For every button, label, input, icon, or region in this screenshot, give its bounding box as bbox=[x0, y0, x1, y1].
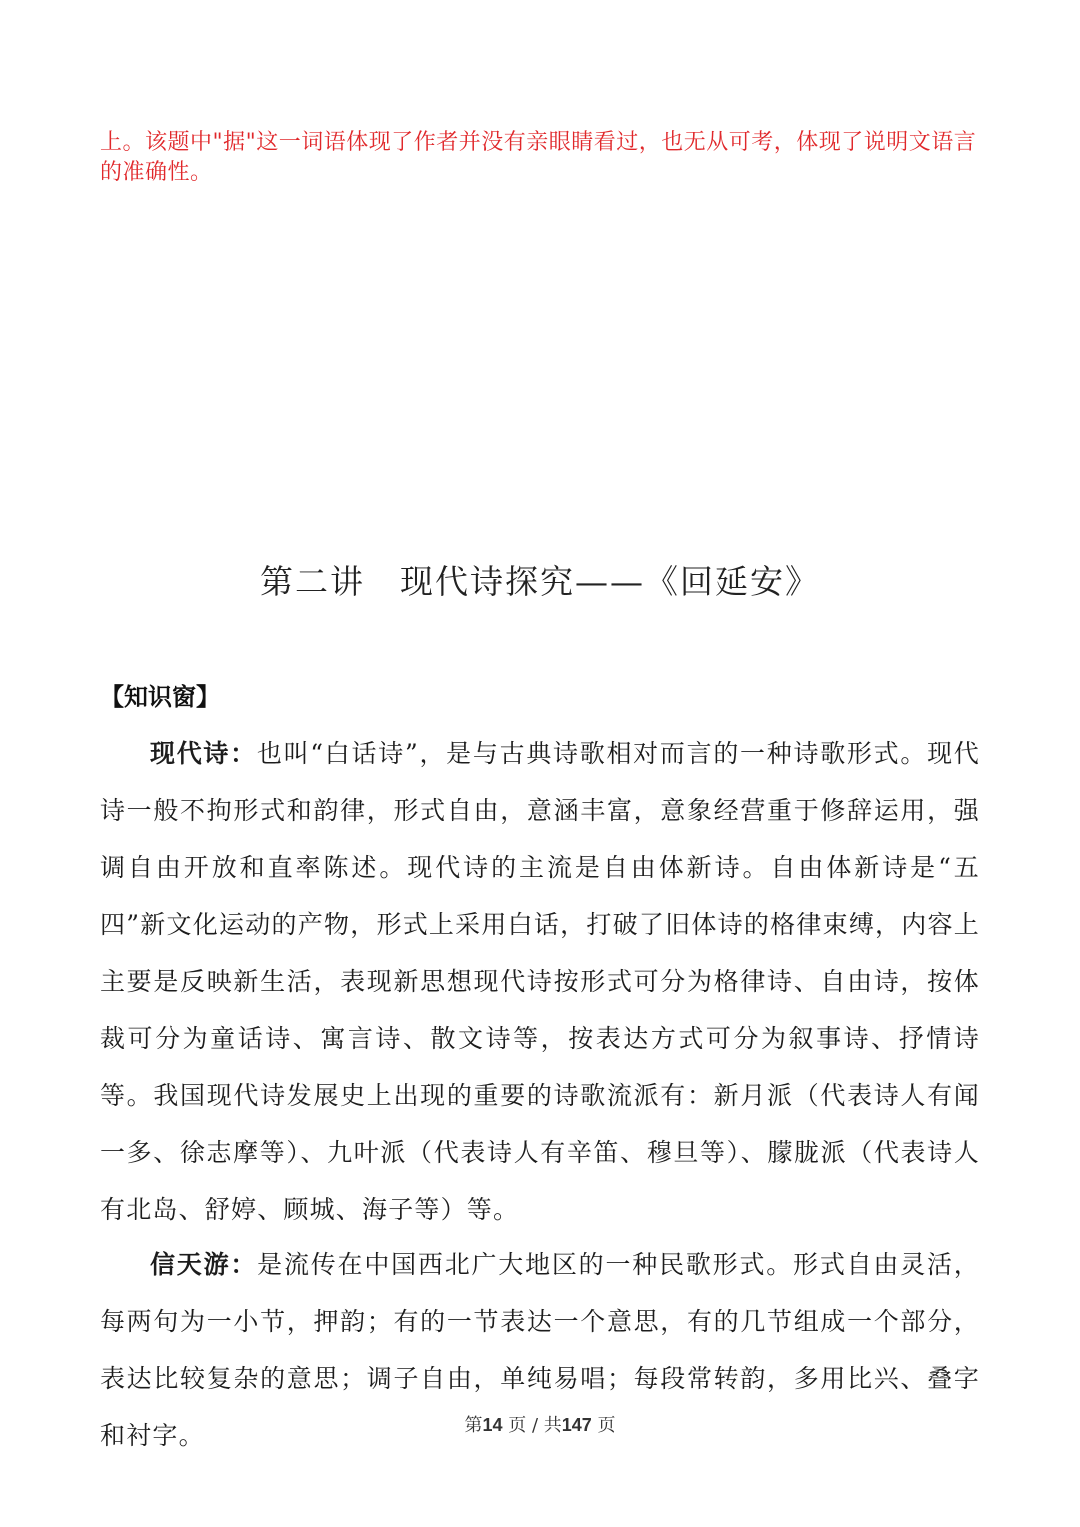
answer-note-text: 上。该题中"据"这一词语体现了作者并没有亲眼睛看过，也无从可考，体现了说明文语言的准确性。 bbox=[100, 130, 977, 185]
paragraph-text: 是流传在中国西北广大地区的一种民歌形式。形式自由灵活，每两句为一小节，押韵；有的一节表达一个意思，有的几节组成一个部分，表达比较复杂的意思；调子自由，单纯易唱；每段常转韵，多用比兴、叠字和衬字。 bbox=[100, 1250, 980, 1450]
current-page-number: 14 bbox=[482, 1415, 503, 1435]
lecture-title: 第二讲 现代诗探究——《回延安》 bbox=[260, 562, 820, 601]
total-pages-number: 147 bbox=[561, 1415, 592, 1435]
footer-suffix: 页 bbox=[591, 1415, 616, 1436]
footer-prefix: 第 bbox=[464, 1415, 483, 1436]
page-footer bbox=[0, 1412, 1080, 1439]
answer-note bbox=[100, 128, 980, 188]
knowledge-window-label: 【知识窗】 bbox=[100, 682, 220, 711]
term-modern-poetry: 现代诗： bbox=[150, 739, 257, 768]
footer-mid: 页 / 共 bbox=[502, 1415, 562, 1436]
paragraph-modern-poetry bbox=[100, 725, 980, 1238]
term-xintianyou: 信天游： bbox=[150, 1250, 258, 1279]
paragraph-text: 也叫“白话诗”，是与古典诗歌相对而言的一种诗歌形式。现代诗一般不拘形式和韵律，形式自由，意涵丰富，意象经营重于修辞运用，强调自由开放和直率陈述。现代诗的主流是自由体新诗。自由体新诗是“五四”新文化运动的产物，形式上采用白话，打破了旧体诗的格律束缚，内容上主要是反映新生活，表现新思想现代诗按形式可分为格律诗、自由诗，按体裁可分为童话诗、寓言诗、散文诗等，按表达方式可分为叙事诗、抒情诗等。我国现代诗发展史上出现的重要的诗歌流派有：新月派（代表诗人有闻一多、徐志摩等）、九叶派（代表诗人有辛笛、穆旦等）、朦胧派（代表诗人有北岛、舒婷、顾城、海子等）等。 bbox=[100, 739, 980, 1224]
